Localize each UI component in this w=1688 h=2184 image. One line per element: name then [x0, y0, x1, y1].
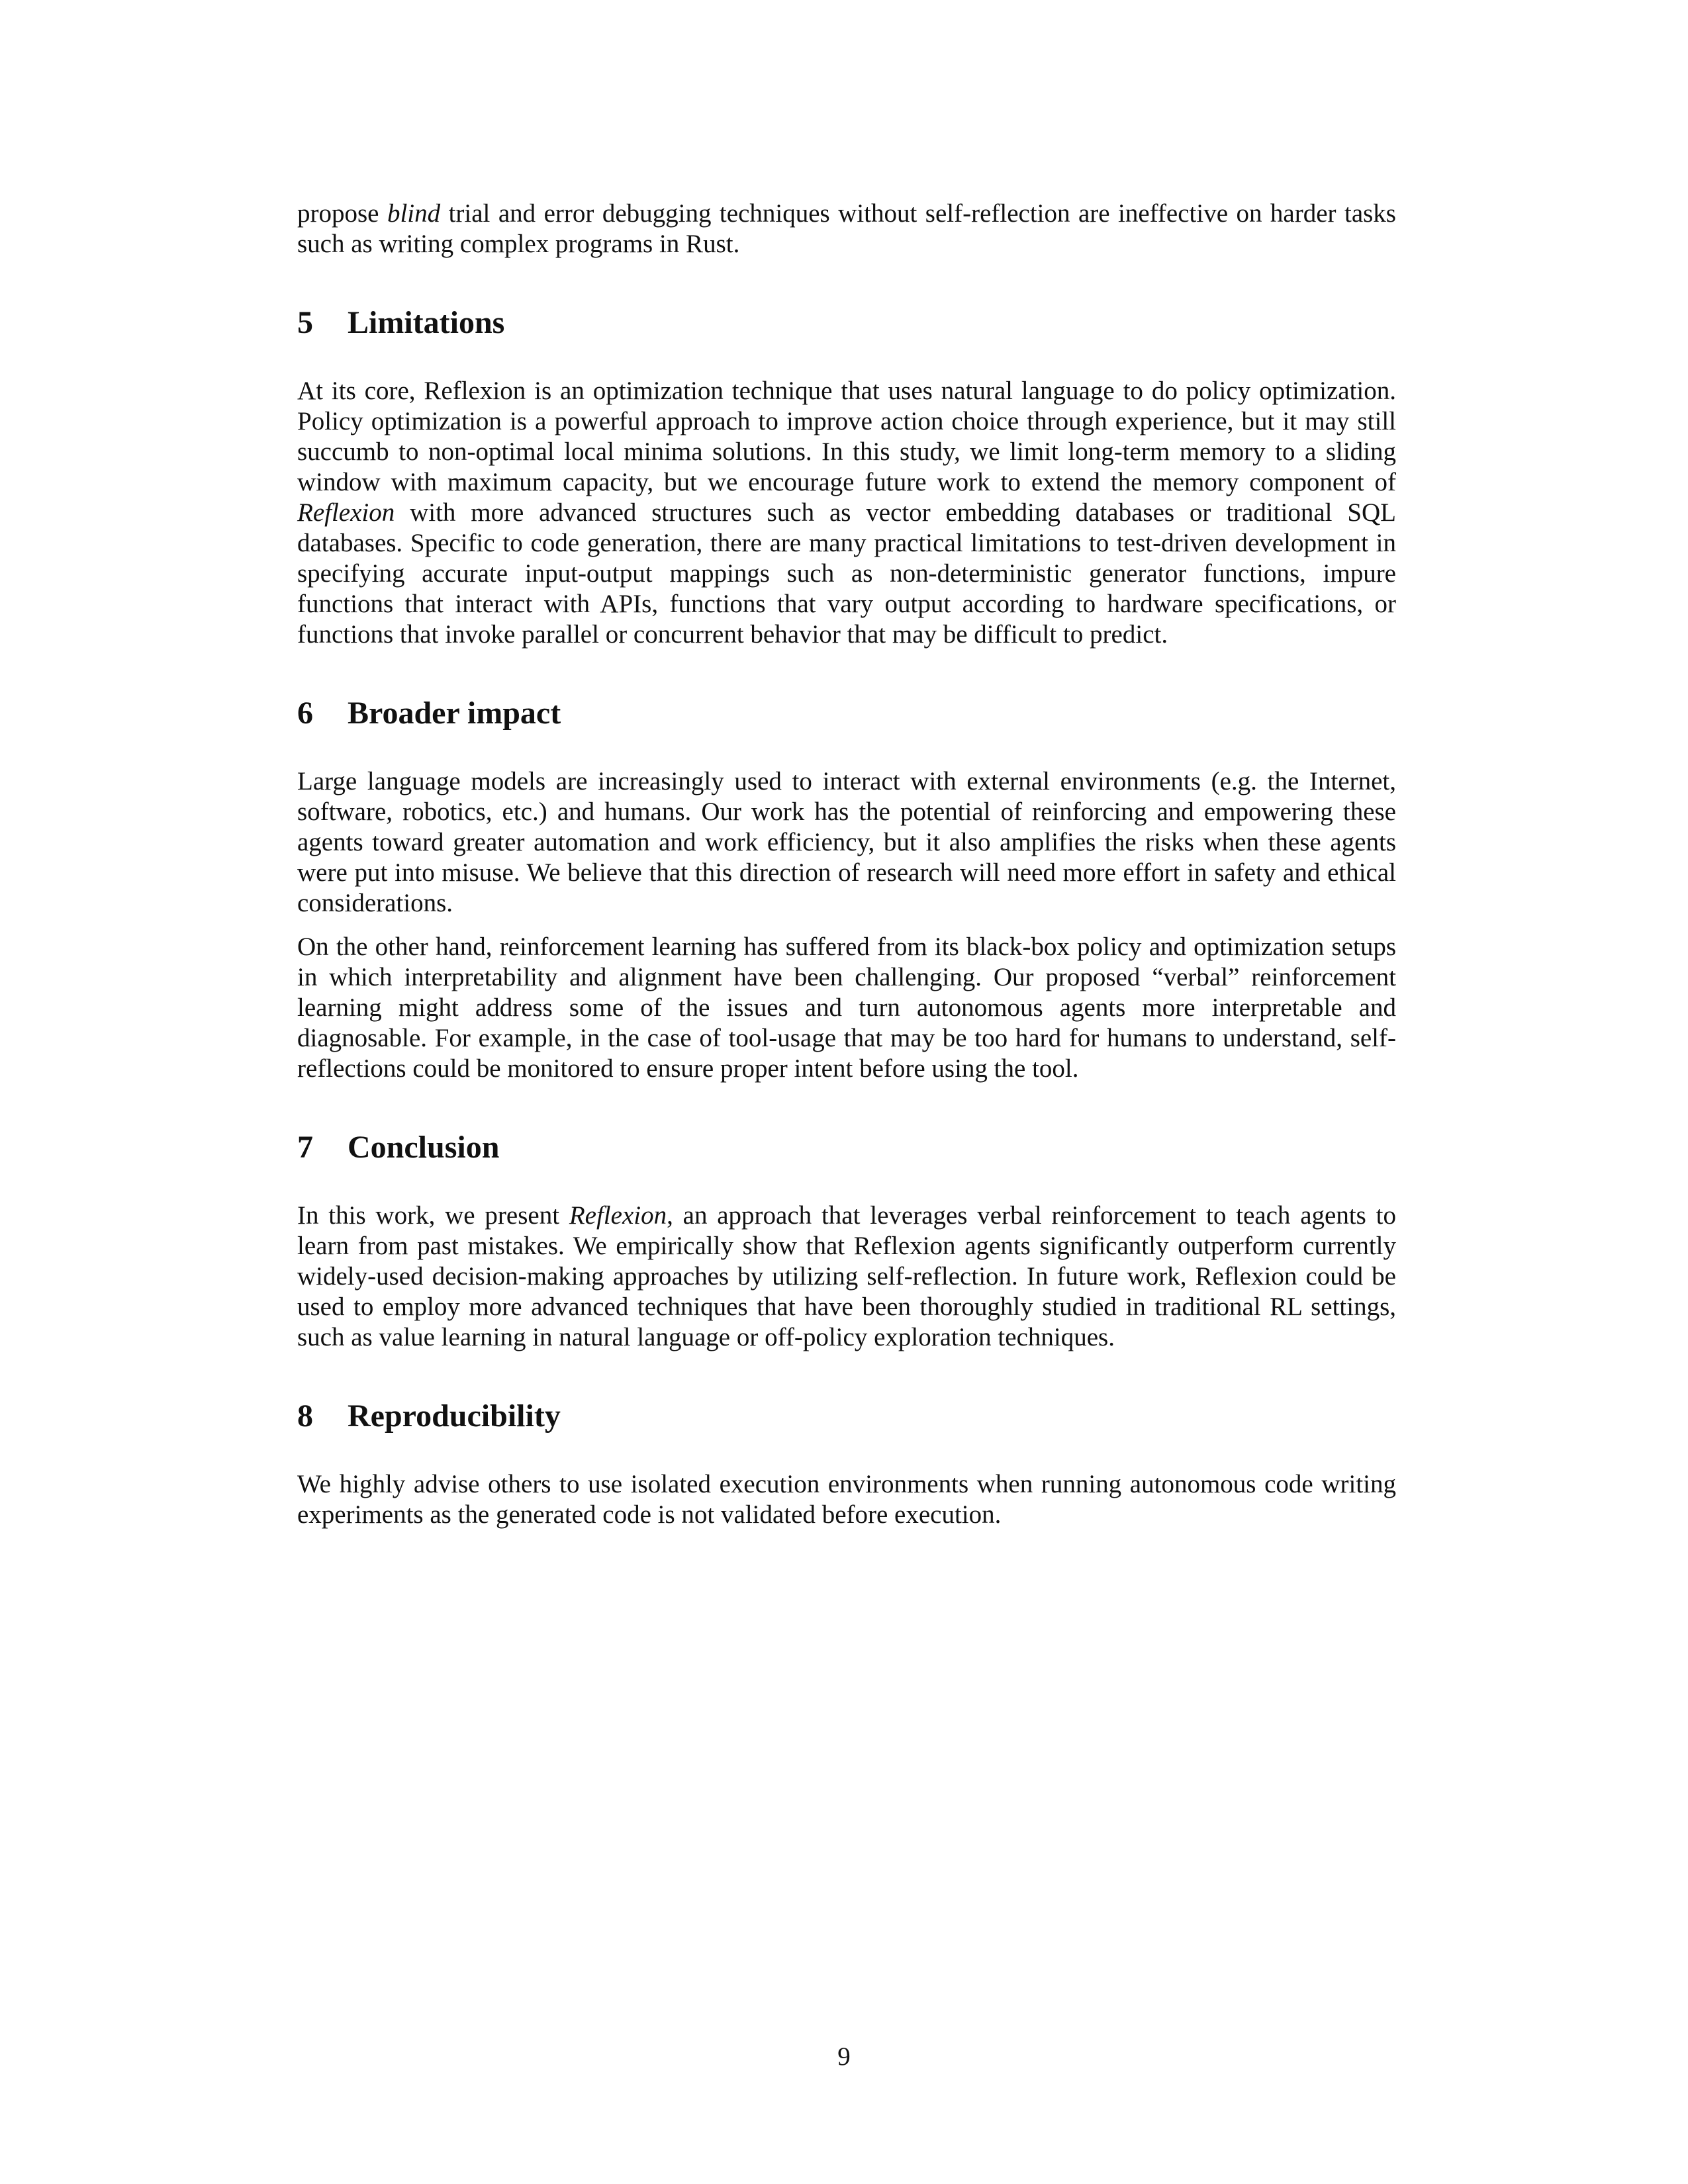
broader-impact-paragraph-2: On the other hand, reinforcement learning has suffered from its black-box policy and optimization setups in which interpretability and alignment have been challenging. Our proposed “verbal” reinforcement learning might address some of the issues and turn autonomous agents more interpretable and diagnosable. For example, in the case of tool-usage that may be too hard for humans to understand, self-reflections could be monitored to ensure proper intent before using the tool.: [297, 933, 1396, 1083]
section-heading-limitations: [297, 304, 1396, 341]
emphasis-reflexion: Reflexion: [569, 1201, 667, 1230]
emphasis-reflexion: Reflexion: [297, 498, 395, 527]
section-heading-conclusion: [297, 1129, 1396, 1166]
section-number: 6: [297, 696, 313, 731]
section-title: Limitations: [348, 305, 505, 340]
section-title: Reproducibility: [348, 1398, 561, 1433]
section-number: 7: [297, 1130, 313, 1165]
section-number: 8: [297, 1398, 313, 1433]
page-number: 9: [837, 2042, 851, 2071]
reproducibility-paragraph: We highly advise others to use isolated execution environments when running autonomous code writing experiments as the generated code is not validated before execution.: [297, 1470, 1396, 1529]
section-number: 5: [297, 305, 313, 340]
section-limitations: [297, 304, 1396, 650]
section-heading-broader-impact: [297, 695, 1396, 732]
section-reproducibility: [297, 1398, 1396, 1530]
section-title: Broader impact: [348, 696, 561, 731]
section-title: Conclusion: [348, 1130, 500, 1165]
section-broader-impact: [297, 695, 1396, 1084]
intro-paragraph: propose blind trial and error debugging techniques without self-reflection are ineffective on harder tasks such as writing complex programs in Rust.: [297, 199, 1396, 258]
broader-impact-paragraph-1: Large language models are increasingly used to interact with external environments (e.g. the Internet, software, robotics, etc.) and humans. Our work has the potential of reinforcing and empowering these agents toward greater automation and work efficiency, but it also amplifies the risks when these agents were put into misuse. We believe that this direction of research will need more effort in safety and ethical considerations.: [297, 767, 1396, 917]
limitations-paragraph: At its core, Reflexion is an optimization technique that uses natural language to do policy optimization. Policy optimization is a powerful approach to improve action choice through experience, but it may still succumb to non-optimal local minima solutions. In this study, we limit long-term memory to a sliding window with maximum capacity, but we encourage future work to extend the memory component of Reflexion with more advanced structures such as vector embedding databases or traditional SQL databases. Specific to code generation, there are many practical limitations to test-driven development in specifying accurate input-output mappings such as non-deterministic generator functions, impure functions that interact with APIs, functions that vary output according to hardware specifications, or functions that invoke parallel or concurrent behavior that may be difficult to predict.: [297, 377, 1396, 649]
section-heading-reproducibility: [297, 1398, 1396, 1435]
paper-page: [297, 199, 1396, 1575]
emphasis-blind: blind: [387, 199, 441, 228]
conclusion-paragraph: In this work, we present Reflexion, an approach that leverages verbal reinforcement to teach agents to learn from past mistakes. We empirically show that Reflexion agents significantly outperform currently widely-used decision-making approaches by utilizing self-reflection. In future work, Reflexion could be used to employ more advanced techniques that have been thoroughly studied in traditional RL settings, such as value learning in natural language or off-policy exploration techniques.: [297, 1201, 1396, 1351]
section-conclusion: [297, 1129, 1396, 1353]
